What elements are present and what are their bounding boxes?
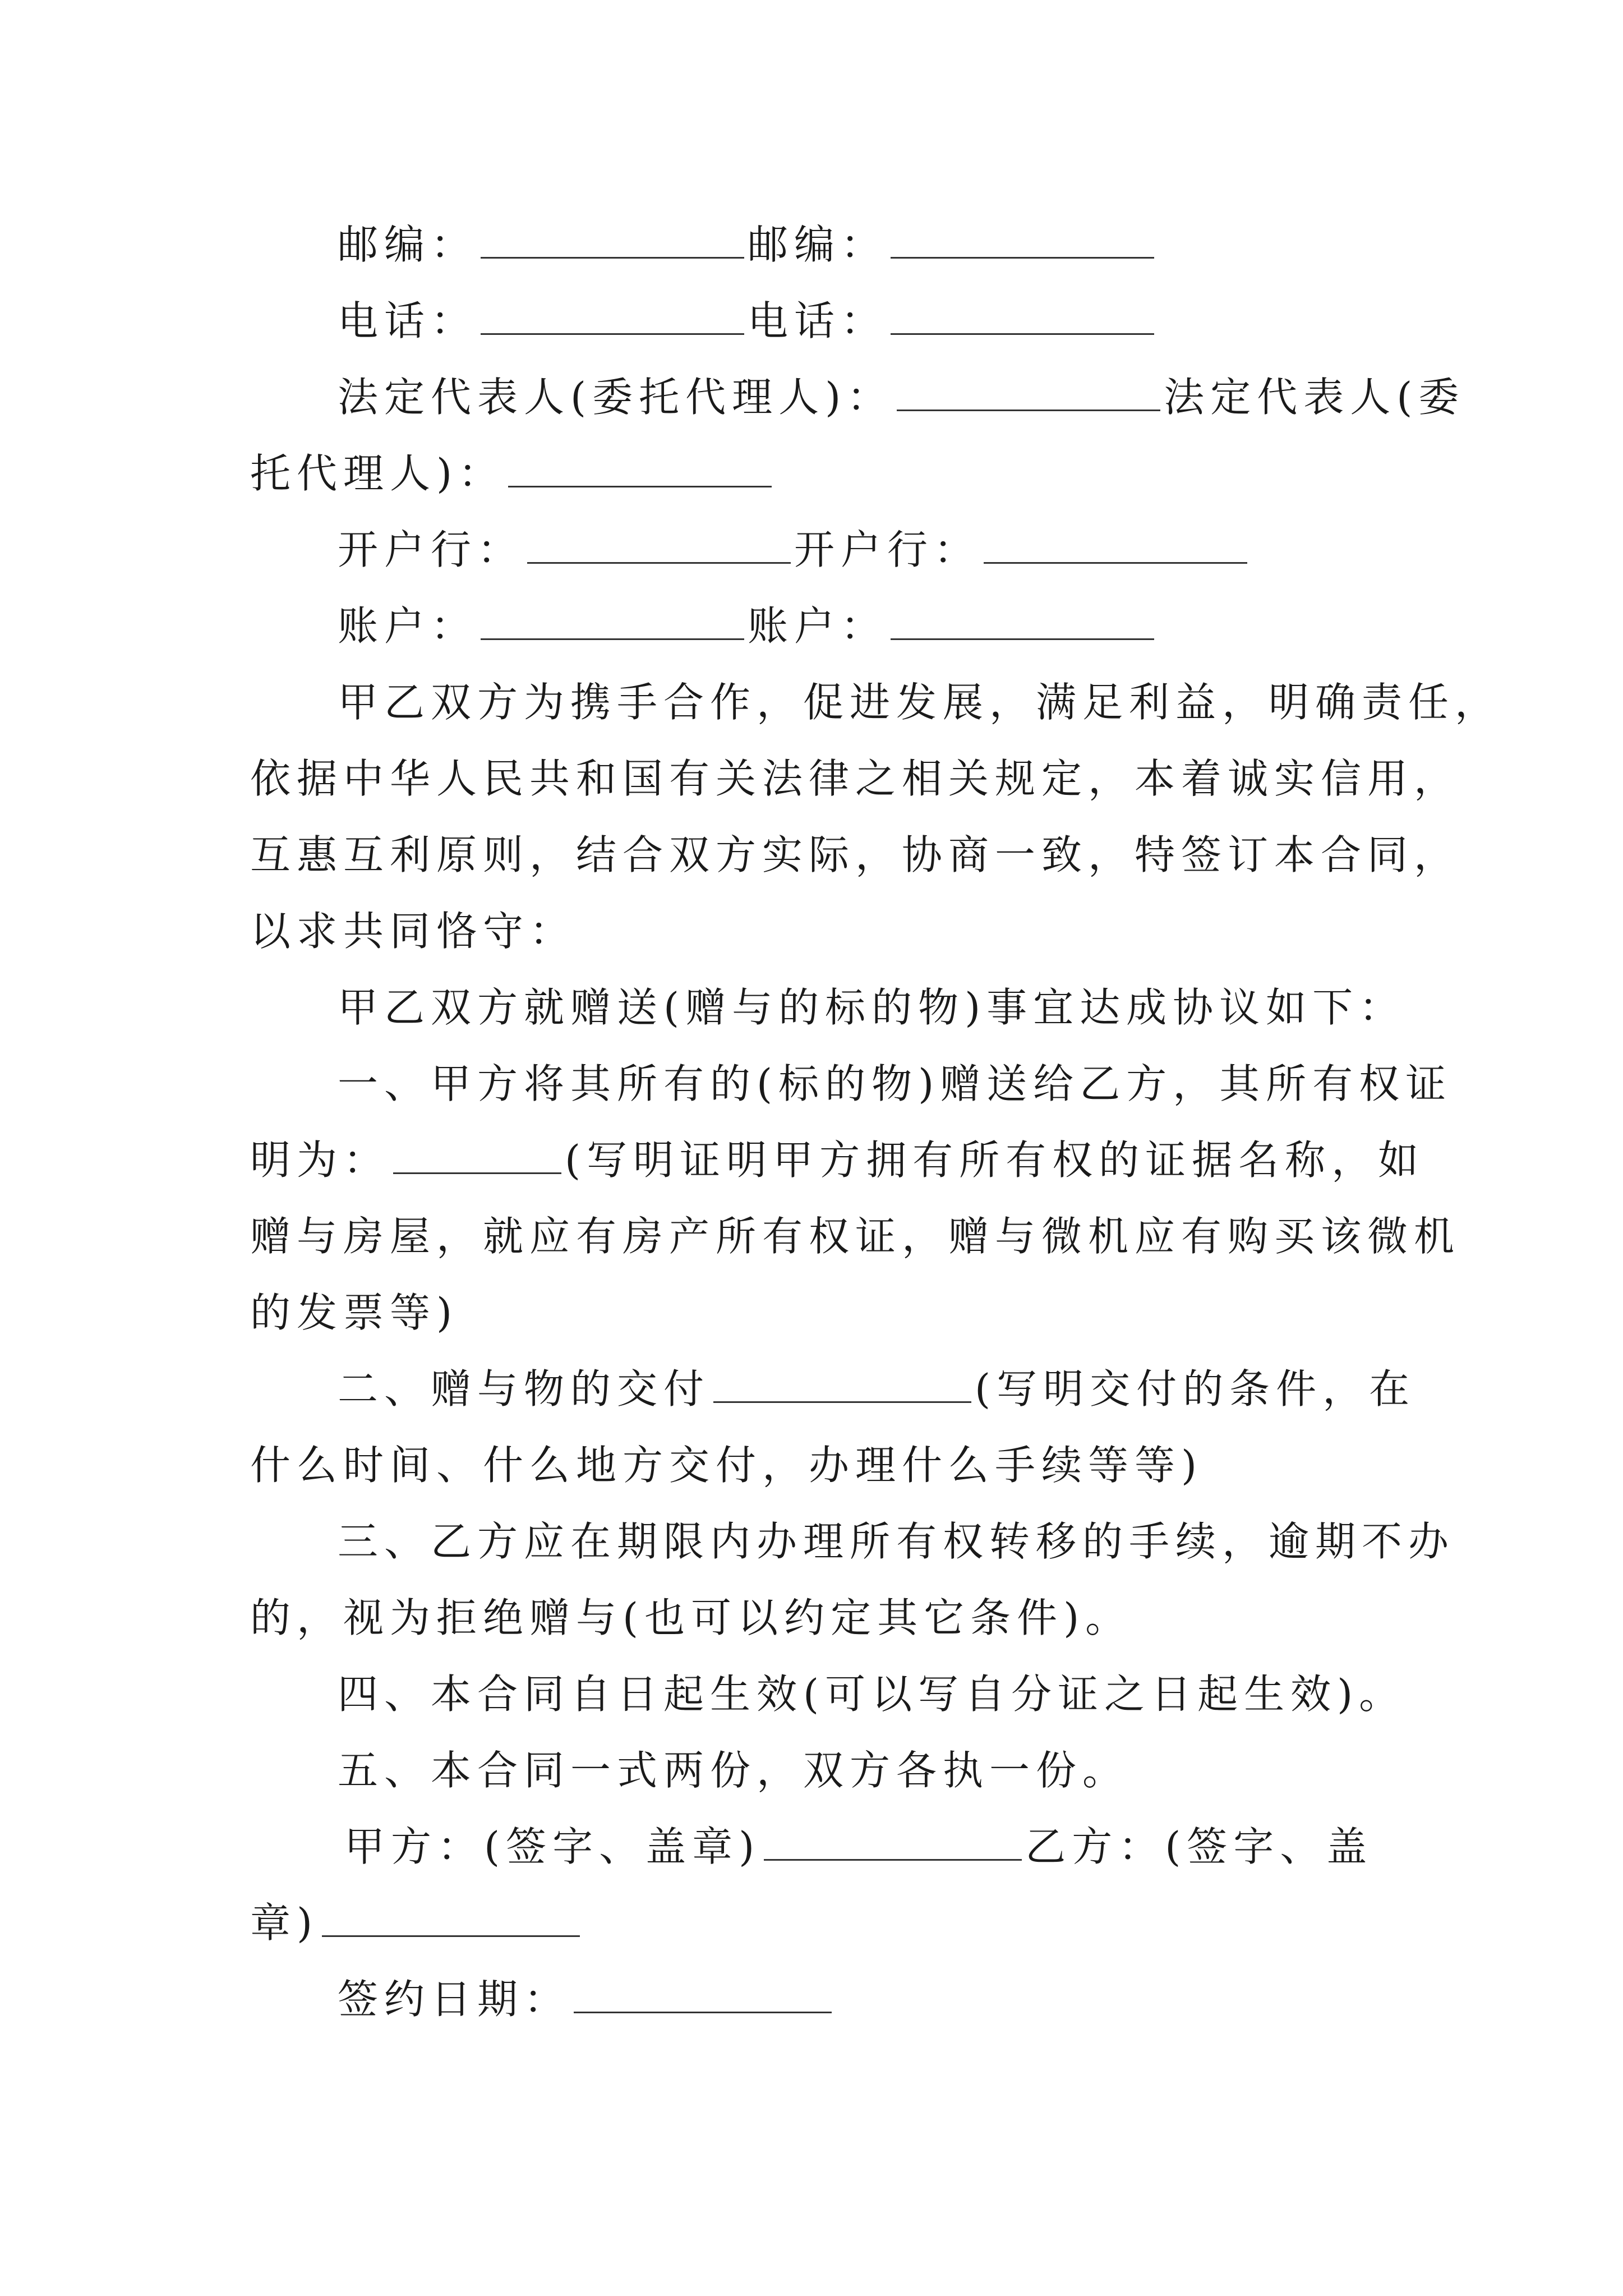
ownership-proof-blank (393, 1150, 561, 1174)
signature-row-cont (250, 1899, 583, 1947)
clause4: 四、本合同自日起生效(可以写自分证之日起生效)。 (338, 1671, 1406, 1718)
sign-date-row (338, 1976, 835, 2023)
clause5: 五、本合同一式两份，双方各执一份。 (338, 1747, 1129, 1794)
clause2-prefix: 二、赠与物的交付 (338, 1365, 711, 1412)
sign-date-label: 签约日期： (338, 1976, 571, 2023)
legal-rep-row (338, 374, 1465, 421)
clause2-suffix: (写明交付的条件，在 (975, 1365, 1416, 1412)
clause1-line-1: 一、甲方将其所有的(标的物)赠送给乙方，其所有权证 (338, 1060, 1453, 1107)
bank-row (338, 526, 1251, 573)
phone-row (338, 297, 1158, 344)
party-b-phone-label: 电话： (748, 297, 888, 344)
sign-date-blank (574, 1989, 832, 2013)
clause3-line-2: 的，视为拒绝赠与(也可以约定其它条件)。 (250, 1594, 1132, 1641)
agreement-intro: 甲乙双方就赠送(赠与的标的物)事宜达成协议如下： (338, 984, 1406, 1031)
party-b-phone-blank (891, 311, 1154, 335)
party-b-legal-rep-label-part1: 法定代表人(委 (1164, 374, 1465, 421)
party-a-signature-blank (764, 1837, 1022, 1861)
clause1-line-2 (250, 1137, 1425, 1184)
preamble-line-1: 甲乙双方为携手合作，促进发展，满足利益，明确责任， (338, 679, 1502, 726)
delivery-blank (713, 1379, 971, 1403)
party-a-account-label: 账户： (338, 602, 478, 650)
party-a-account-blank (481, 616, 744, 640)
party-b-legal-rep-label-part2: 托代理人)： (250, 450, 505, 497)
clause1-line-3: 赠与房屋，就应有房产所有权证，赠与微机应有购买该微机 (250, 1213, 1461, 1260)
party-a-bank-label: 开户行： (338, 526, 524, 573)
party-b-postcode-label: 邮编： (748, 221, 888, 268)
party-b-account-label: 账户： (748, 602, 888, 650)
clause3-line-1: 三、乙方应在期限内办理所有权转移的手续，逾期不办 (338, 1518, 1455, 1565)
preamble-line-2: 依据中华人民共和国有关法律之相关规定，本着诚实信用， (250, 755, 1461, 802)
account-row (338, 602, 1158, 650)
clause1-prefix: 明为： (250, 1137, 390, 1184)
party-a-legal-rep-label: 法定代表人(委托代理人)： (338, 374, 894, 421)
party-a-phone-blank (481, 311, 744, 335)
preamble-line-4: 以求共同恪守： (250, 908, 577, 955)
party-a-bank-blank (527, 540, 791, 564)
party-a-signature-label: 甲方：(签字、盖章) (344, 1823, 761, 1870)
preamble-line-3: 互惠互利原则，结合双方实际，协商一致，特签订本合同， (250, 831, 1461, 878)
party-a-phone-label: 电话： (338, 297, 478, 344)
party-a-postcode-blank (481, 234, 744, 259)
party-b-bank-blank (984, 540, 1247, 564)
party-a-legal-rep-blank (897, 387, 1160, 411)
party-b-signature-blank (322, 1913, 580, 1937)
postcode-row (338, 221, 1158, 268)
party-b-bank-label: 开户行： (794, 526, 981, 573)
clause1-line-4: 的发票等) (250, 1289, 459, 1336)
party-b-account-blank (891, 616, 1154, 640)
legal-rep-row-cont (250, 450, 775, 497)
party-b-postcode-blank (891, 234, 1154, 259)
clause2-line-1 (338, 1365, 1416, 1412)
party-b-signature-label-part2: 章) (250, 1899, 319, 1947)
clause2-line-2: 什么时间、什么地方交付，办理什么手续等等) (250, 1442, 1204, 1489)
clause1-suffix: (写明证明甲方拥有所有权的证据名称，如 (565, 1137, 1425, 1184)
party-a-postcode-label: 邮编： (338, 221, 478, 268)
party-b-signature-label-part1: 乙方：(签字、盖 (1025, 1823, 1373, 1870)
signature-row (344, 1823, 1373, 1870)
party-b-legal-rep-blank (508, 463, 772, 487)
